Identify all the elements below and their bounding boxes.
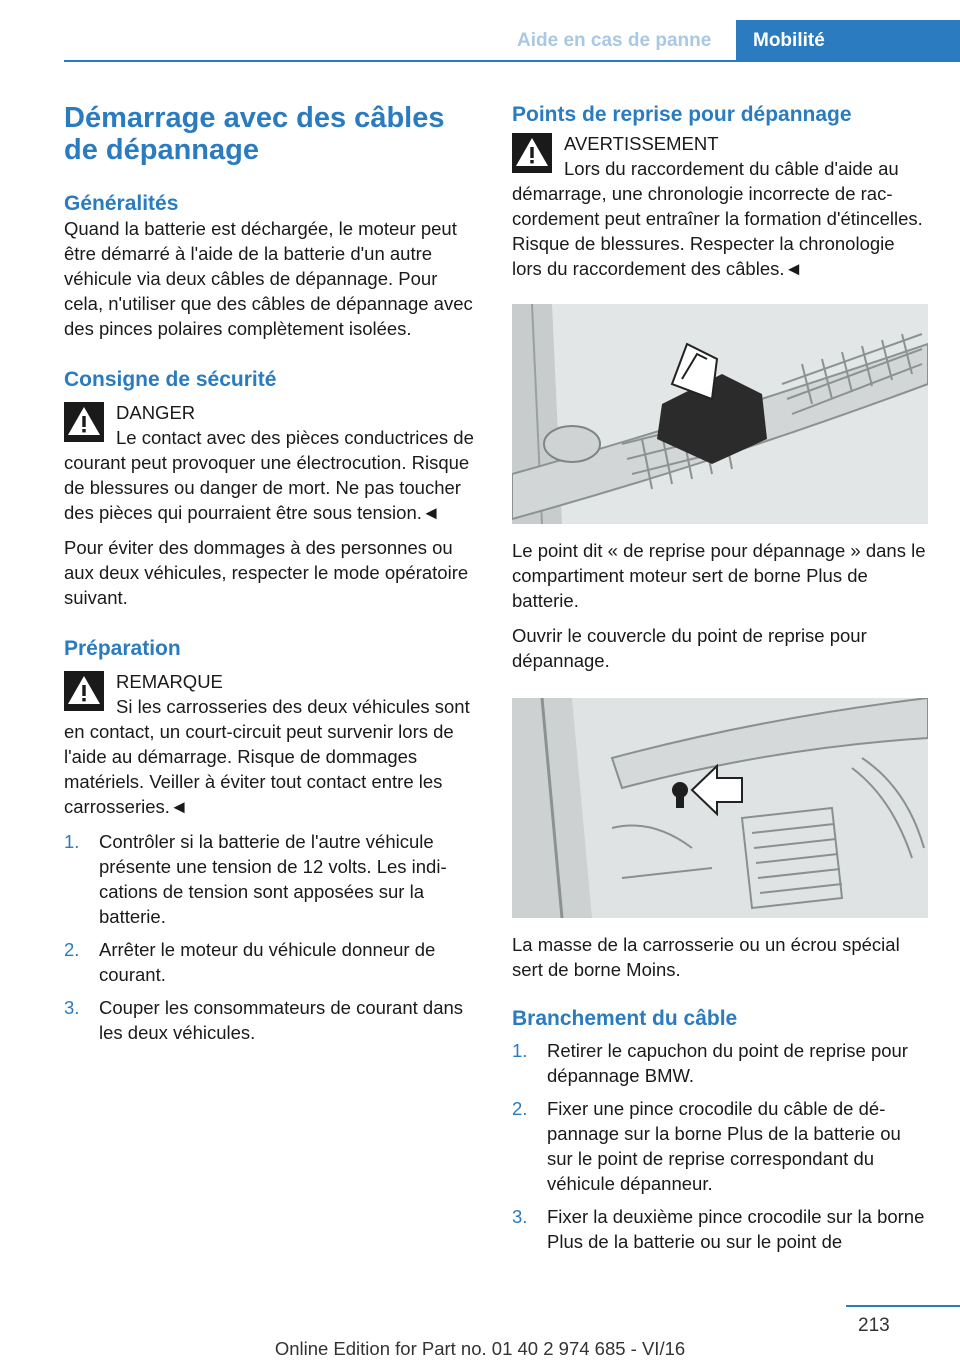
step-text: Contrôler si la batterie de l'autre véhicule présente une tension de 12 volts. Les indications de tension sont apposées sur la batterie. <box>99 831 447 927</box>
avertissement-title: AVERTISSEMENT <box>564 133 719 154</box>
heading-generalites: Généralités <box>64 192 179 215</box>
avertissement-warning <box>512 131 928 281</box>
footer-rule <box>846 1305 960 1307</box>
list-item <box>64 937 480 987</box>
heading-preparation: Préparation <box>64 637 181 660</box>
heading-consigne-securite: Consigne de sécurité <box>64 368 277 391</box>
header-rule <box>64 60 960 62</box>
step-number: 2. <box>512 1098 528 1119</box>
step-number: 2. <box>64 939 80 960</box>
step-number: 1. <box>512 1040 528 1061</box>
reprise-description: Le point dit « de reprise pour dépannage » dans le compartiment moteur sert de borne Plus de batterie. <box>512 540 926 611</box>
step-number: 3. <box>512 1206 528 1227</box>
remarque-warning <box>64 669 480 819</box>
step-text: Fixer une pince crocodile du câble de dépannage sur la borne Plus de la batterie ou sur le point de reprise correspondant du véhicule dépanneur. <box>547 1098 901 1194</box>
list-item <box>512 1038 928 1088</box>
left-column <box>64 102 480 1053</box>
reprise-instruction: Ouvrir le couvercle du point de reprise pour dépannage. <box>512 625 867 671</box>
list-item <box>64 995 480 1045</box>
preparation-steps <box>64 829 480 1045</box>
engine-bay-photo-negative-terminal <box>512 698 928 918</box>
branchement-steps <box>512 1038 928 1254</box>
step-text: Arrêter le moteur du véhicule donneur de courant. <box>99 939 436 985</box>
securite-text: Pour éviter des dommages à des personnes ou aux deux véhicules, respecter le mode opératoire suivant. <box>64 537 469 608</box>
page-number: 213 <box>858 1315 890 1336</box>
step-number: 1. <box>64 831 80 852</box>
warning-triangle-icon <box>512 133 552 173</box>
masse-description: La masse de la carrosserie ou un écrou spécial sert de borne Moins. <box>512 934 900 980</box>
step-number: 3. <box>64 997 80 1018</box>
list-item <box>512 1096 928 1196</box>
list-item <box>64 829 480 929</box>
right-column <box>512 102 928 1262</box>
remarque-title: REMARQUE <box>116 671 223 692</box>
remarque-text: Si les carrosseries des deux véhicules sont en contact, un court-circuit peut survenir lors de l'aide au démarrage. Risque de dommages matériels. Veiller à éviter tout contact entre les carrosseries.◄ <box>64 696 470 817</box>
heading-points-reprise: Points de reprise pour dépannage <box>512 103 852 126</box>
step-text: Couper les consommateurs de courant dans les deux véhicules. <box>99 997 464 1043</box>
engine-bay-photo-positive-terminal <box>512 304 928 524</box>
header-chapter-tab: Mobilité <box>736 20 960 62</box>
generalites-text: Quand la batterie est déchargée, le moteur peut être démarré à l'aide de la batterie d'un autre véhicule via deux câbles de dépannage. Pour cela, n'utiliser que des câbles de dépannage avec des pinces polaires complètement isolées. <box>64 218 473 339</box>
list-item <box>512 1204 928 1254</box>
danger-warning <box>64 400 480 525</box>
warning-triangle-icon <box>64 671 104 711</box>
danger-title: DANGER <box>116 402 196 423</box>
step-text: Retirer le capuchon du point de reprise pour dépannage BMW. <box>547 1040 908 1086</box>
header-section-title: Aide en cas de panne <box>517 30 712 51</box>
heading-branchement: Branchement du câble <box>512 1007 738 1030</box>
warning-triangle-icon <box>64 402 104 442</box>
page-title: Démarrage avec des câbles de dépannage <box>64 102 445 166</box>
danger-text: Le contact avec des pièces conductrices de courant peut provoquer une électrocution. Risque de blessures ou danger de mort. Ne pas toucher des pièces qui pourraient être sous tension.◄ <box>64 427 474 523</box>
avertissement-text: Lors du raccordement du câble d'aide au démarrage, une chronologie incorrecte de raccordement peut entraîner la formation d'étincelles. Risque de blessures. Respecter la chronologie lors du raccordement des câbles.◄ <box>512 158 923 279</box>
edition-note: Online Edition for Part no. 01 40 2 974 685 - VI/16 <box>274 1338 686 1359</box>
step-text: Fixer la deuxième pince crocodile sur la borne Plus de la batterie ou sur le point de <box>547 1206 925 1252</box>
